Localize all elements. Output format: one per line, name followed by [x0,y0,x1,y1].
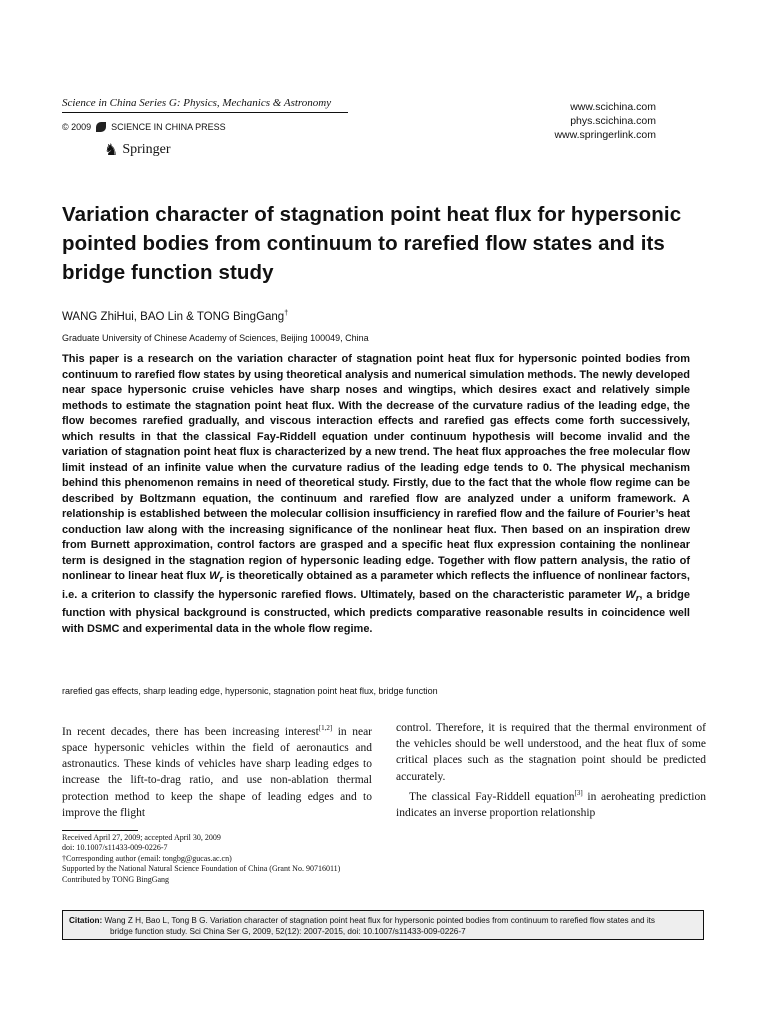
footnote-corresponding: †Corresponding author (email: tongbg@gucas.ac.cn) [62,853,232,863]
symbol-wr-1: $W_r$ [209,570,224,585]
website-links [554,100,656,142]
citation-line-1: Citation: Wang Z H, Bao L, Tong B G. Variation character of stagnation point heat flux for hypersonic pointed bodies from continuum to rarefied flow states and its [69,916,656,925]
press-logo-icon [96,122,106,132]
copyright-line [62,122,226,132]
press-name: SCIENCE IN CHINA PRESS [111,122,226,132]
citation-box [62,910,704,940]
body-paragraph-2: The classical Fay-Riddell equation[3] in aeroheating prediction indicates an inverse proportion relationship [396,788,706,819]
abstract-text-1: This paper is a research on the variation character of stagnation point heat flux for hypersonic pointed bodies from continuum to rarefied flow states by using theoretical analysis and numerical simulation methods. The newly developed near space hypersonic cruise vehicles have sharp noses and wingtips, which desires exact and relatively simple methods to estimate the stagnation point heat flux. With the decrease of the curvature radius of the leading edge, the flow becomes rarefied gradually, and viscous interaction effects and rarefied gas effects come forth successively, which results in that the classical Fay-Riddell equation under continuum hypothesis will become invalid and the variation of stagnation point heat flux is characterized by a new trend. The heat flux approaches the free molecular flow limit instead of an infinite value when the curvature radius of the leading edge tends to 0. The physical mechanism behind this phenomenon remains in need of theoretical study. Firstly, due to the fact that the whole flow regime can be described by Boltzmann equation, the continuum and rarefied flow are analyzed under a uniform framework. A relationship is established between the molecular collision insufficiency in rarefied flow and the failure of Fourier’s heat conduction law along with the increasing significance of the nonlinear heat flux. Then based on an inspiration drew from Burnett approximation, control factors are grasped and a specific heat flux expression containing the nonlinear term is designed in the stagnation region of hypersonic leading edge. Together with flow pattern analysis, the ratio of nonlinear to linear heat flux [62,353,690,582]
body-column-left [62,720,372,821]
keywords: rarefied gas effects, sharp leading edge, hypersonic, stagnation point heat flux, bridge function [62,686,438,696]
footnote-rule [62,830,138,831]
journal-rule [62,112,348,113]
body-paragraph-1: In recent decades, there has been increasing interest[1,2] in near space hypersonic vehicles within the field of aeronautics and astronautics. These kinds of vehicles have sharp leading edges to increase the lift-to-drag ratio, and use non-ablation thermal protection method to keep the shape of leading edges and to improve the flight [62,724,372,819]
abstract-text-3: , a bridge function with physical background is constructed, which predicts comparative reasonable results in coincidence well with DSMC and experimental data in the whole flow regime. [62,588,690,635]
publisher-logo [104,140,171,160]
author-list [62,310,288,323]
reference-1-2[interactable]: [1,2] [318,724,333,732]
affiliation: Graduate University of Chinese Academy of Sciences, Beijing 100049, China [62,333,369,343]
footnotes [62,833,340,885]
corresponding-mark: † [284,310,289,317]
abstract [62,352,690,637]
symbol-wr-2: $W_r$ [625,588,640,603]
footnote-received: Received April 27, 2009; accepted April 30, 2009 [62,833,221,842]
footnote-doi: doi: 10.1007/s11433-009-0226-7 [62,843,168,853]
authors-text: WANG ZhiHui, BAO Lin & TONG BingGang [62,310,285,323]
link-phys-scichina[interactable]: phys.scichina.com [570,115,656,127]
publisher-name: Springer [122,142,171,157]
reference-3[interactable]: [3] [574,788,583,797]
footnote-funding: Supported by the National Natural Science Foundation of China (Grant No. 90716011) [62,864,341,874]
link-scichina[interactable]: www.scichina.com [570,101,656,113]
citation-label: Citation: [69,916,103,925]
citation-line-2: bridge function study. Sci China Ser G, 2009, 52(12): 2007-2015, doi: 10.1007/s11433-009-0226-7 [110,927,466,936]
springer-horse-icon: ♞ [104,142,119,159]
abstract-text-2: is theoretically obtained as a parameter which reflects the influence of nonlinear factors, i.e. a criterion to classify the hypersonic rarefied flows. Ultimately, based on the characteristic parameter [62,570,690,601]
footnote-contributed: Contributed by TONG BingGang [62,874,170,884]
body-paragraph-1-cont: control. Therefore, it is required that the thermal environment of the vehicles should be well understood, and the heat flux of some critical places such as the stagnation point should be predicted accurately. [396,722,706,783]
body-column-right [396,720,706,821]
link-springerlink[interactable]: www.springerlink.com [554,129,656,141]
copyright-year: © 2009 [62,122,92,132]
journal-name: Science in China Series G: Physics, Mechanics & Astronomy [62,97,332,109]
article-title: Variation character of stagnation point heat flux for hypersonic pointed bodies from continuum to rarefied flow states and its bridge function study [62,203,682,284]
